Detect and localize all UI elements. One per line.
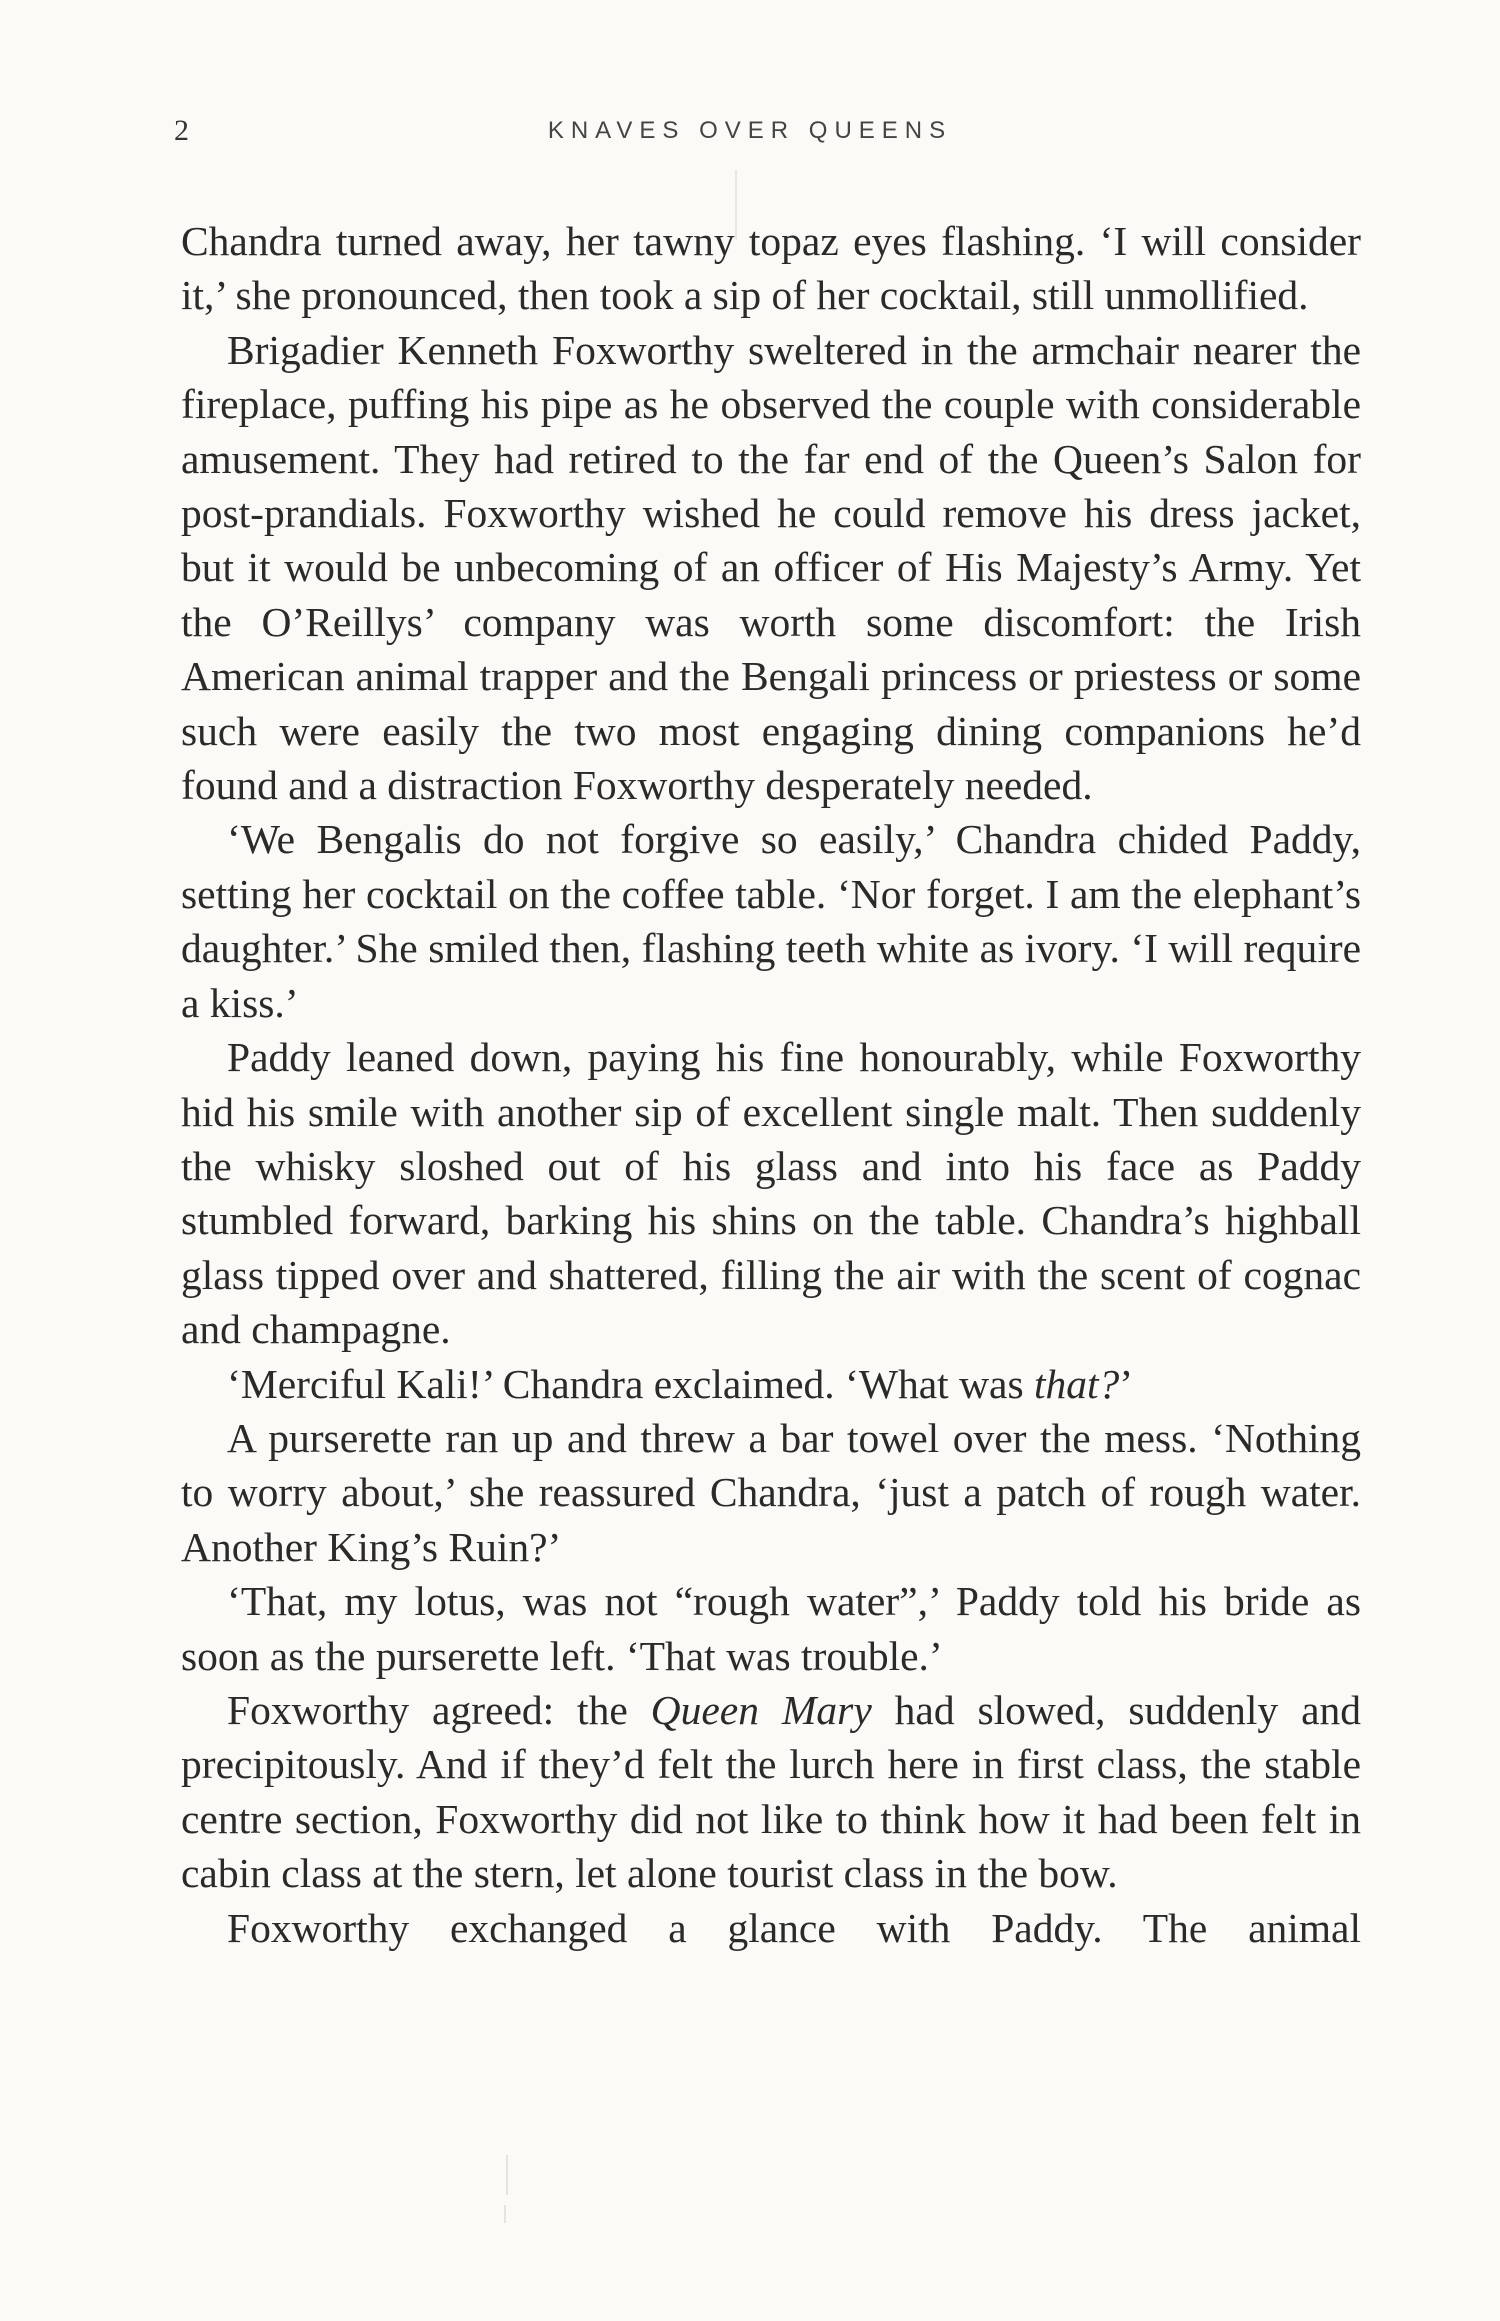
paragraph: Chandra turned away, her tawny topaz eyes flashing. ‘I will consider it,’ she pronounced, then took a sip of her cocktail, still unmollified. bbox=[181, 218, 1361, 319]
paragraph: ‘Merciful Kali!’ Chandra exclaimed. ‘What was that?’ bbox=[227, 1360, 1134, 1407]
scan-mark bbox=[504, 2205, 506, 2223]
ship-name: Queen Mary bbox=[650, 1686, 872, 1733]
paragraph: ‘We Bengalis do not forgive so easily,’ Chandra chided Paddy, setting her cocktail on the coffee table. ‘Nor forget. I am the elephant’s daughter.’ She smiled then, flashing teeth white as ivory. ‘I will require a kiss.’ bbox=[181, 816, 1361, 1026]
paragraph: ‘That, my lotus, was not “rough water”,’ Paddy told his bride as soon as the purserette left. ‘That was trouble.’ bbox=[181, 1578, 1361, 1679]
page-number: 2 bbox=[174, 114, 189, 147]
paragraph: Brigadier Kenneth Foxworthy sweltered in the armchair nearer the fireplace, puffing his pipe as he observed the couple with considerable amusement. They had retired to the far end of the Queen’s Salon for post-prandials. Foxworthy wished he could remove his dress jacket, but it would be unbecoming of an officer of His Majesty’s Army. Yet the O’Reillys’ company was worth some discomfort: the Irish American animal trapper and the Bengali princess or priestess or some such were easily the two most engaging dining companions he’d found and a distraction Foxworthy desperately needed. bbox=[181, 326, 1361, 809]
scan-mark bbox=[506, 2155, 508, 2195]
running-title: KNAVES OVER QUEENS bbox=[547, 117, 953, 144]
paragraph: Foxworthy exchanged a glance with Paddy. The animal bbox=[227, 1904, 1361, 1951]
paragraph: Paddy leaned down, paying his fine honourably, while Foxworthy hid his smile with another sip of excellent single malt. Then suddenly the whisky sloshed out of his glass and into his face as Paddy stumbled forward, barking his shins on the table. Chandra’s highball glass tipped over and shattered, filling the air with the scent of cognac and champagne. bbox=[181, 1034, 1361, 1353]
paragraph: A purserette ran up and threw a bar towel over the mess. ‘Nothing to worry about,’ she reassured Chandra, ‘just a patch of rough water. Another King’s Ruin?’ bbox=[181, 1414, 1361, 1570]
body-text bbox=[181, 214, 1361, 1955]
emphasis: that? bbox=[1033, 1360, 1120, 1407]
paragraph: Foxworthy agreed: the Queen Mary had slowed, suddenly and precipitously. And if they’d felt the lurch here in first class, the stable centre section, Foxworthy did not like to think how it had been felt in cabin class at the stern, let alone tourist class in the bow. bbox=[181, 1686, 1361, 1897]
